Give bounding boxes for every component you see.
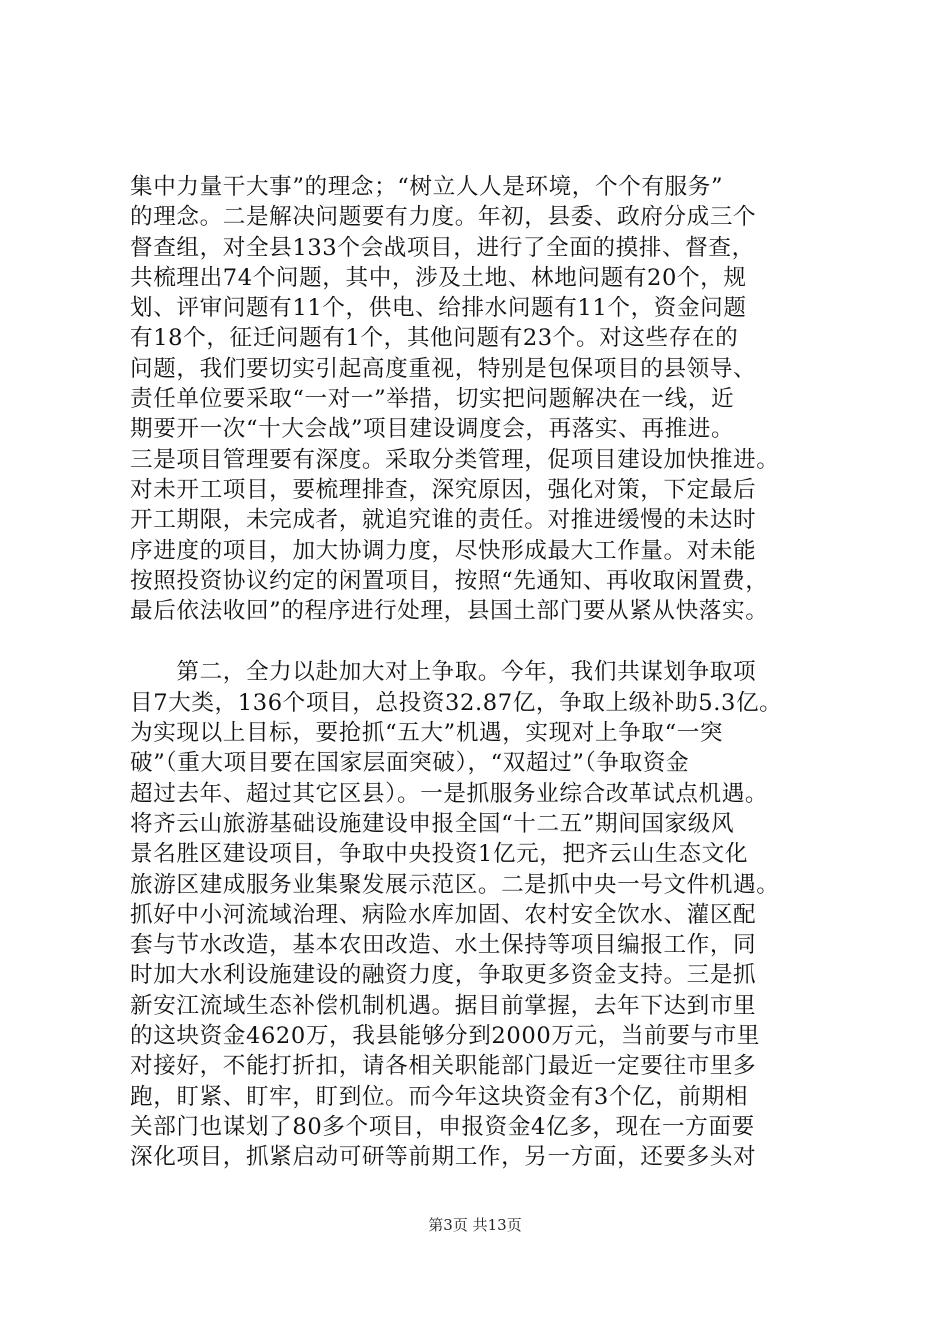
text-line: 深化项目，抓紧启动可研等前期工作，另一方面，还要多头对	[130, 1144, 757, 1171]
text-line: 为实现以上目标，要抢抓“五大”机遇，实现对上争取“一突	[130, 720, 724, 747]
text-line: 最后依法收回”的程序进行处理，县国土部门要从紧从快落实。	[130, 598, 769, 625]
paragraph-1	[130, 172, 830, 626]
text-line: 集中力量干大事”的理念；“树立人人是环境，个个有服务”	[130, 174, 724, 200]
paragraph-2	[130, 657, 830, 1172]
text-line: 景名胜区建设项目，争取中央投资1亿元，把齐云山生态文化	[130, 841, 749, 868]
text-line: 序进度的项目，加大协调力度，尽快形成最大工作量。对未能	[130, 537, 757, 564]
text-line: 破”（重大项目要在国家层面突破），“双超过”（争取资金	[130, 750, 690, 777]
text-line: 套与节水改造，基本农田改造、水土保持等项目编报工作，同	[130, 932, 757, 959]
text-line: 新安江流域生态补偿机制机遇。据目前掌握，去年下达到市里	[130, 992, 757, 1019]
text-line: 对未开工项目，要梳理排查，深究原因，强化对策，下定最后	[130, 476, 757, 503]
text-line: 时加大水利设施建设的融资力度，争取更多资金支持。三是抓	[130, 962, 757, 989]
text-line: 旅游区建成服务业集聚发展示范区。二是抓中央一号文件机遇。	[130, 871, 780, 898]
text-line: 的这块资金4620万，我县能够分到2000万元，当前要与市里	[130, 1023, 761, 1050]
text-line: 期要开一次“十大会战”项目建设调度会，再落实、再推进。	[130, 416, 735, 443]
text-line: 开工期限，未完成者，就追究谁的责任。对推进缓慢的未达时	[130, 507, 757, 534]
text-line: 关部门也谋划了80多个项目，申报资金4亿多，现在一方面要	[130, 1113, 755, 1140]
text-line: 第二，全力以赴加大对上争取。今年，我们共谋划争取项	[130, 659, 757, 686]
page-footer	[0, 1214, 950, 1235]
document-body	[130, 172, 830, 1173]
text-line: 有18个，征迁问题有1个，其他问题有23个。对这些存在的	[130, 325, 739, 352]
text-line: 对接好，不能打折扣，请各相关职能部门最近一定要往市里多	[130, 1053, 757, 1080]
text-line: 的理念。二是解决问题要有力度。年初，县委、政府分成三个	[130, 204, 757, 231]
text-line: 三是项目管理要有深度。采取分类管理，促项目建设加快推进。	[130, 446, 780, 473]
text-line: 共梳理出74个问题，其中，涉及土地、林地问题有20个，规	[130, 264, 747, 291]
text-line: 抓好中小河流域治理、病险水库加固、农村安全饮水、灌区配	[130, 901, 757, 928]
text-line: 按照投资协议约定的闲置项目，按照“先通知、再收取闲置费，	[130, 567, 769, 594]
text-line: 督查组，对全县133个会战项目，进行了全面的摸排、督查，	[130, 234, 755, 261]
text-line: 责任单位要采取“一对一”举措，切实把问题解决在一线，近	[130, 386, 735, 413]
text-line: 划、评审问题有11个，供电、给排水问题有11个，资金问题	[130, 295, 747, 322]
text-line: 超过去年、超过其它区县）。一是抓服务业综合改革试点机遇。	[130, 780, 769, 807]
text-line: 目7大类，136个项目，总投资32.87亿，争取上级补助5.3亿。	[130, 689, 783, 716]
text-line: 问题，我们要切实引起高度重视，特别是包保项目的县领导、	[130, 355, 757, 382]
text-line: 跑，盯紧、盯牢，盯到位。而今年这块资金有3个亿，前期相	[130, 1083, 749, 1110]
text-line: 将齐云山旅游基础设施建设申报全国“十二五”期间国家级风	[130, 810, 735, 837]
page-number-label: 第3页 共13页	[428, 1216, 522, 1234]
